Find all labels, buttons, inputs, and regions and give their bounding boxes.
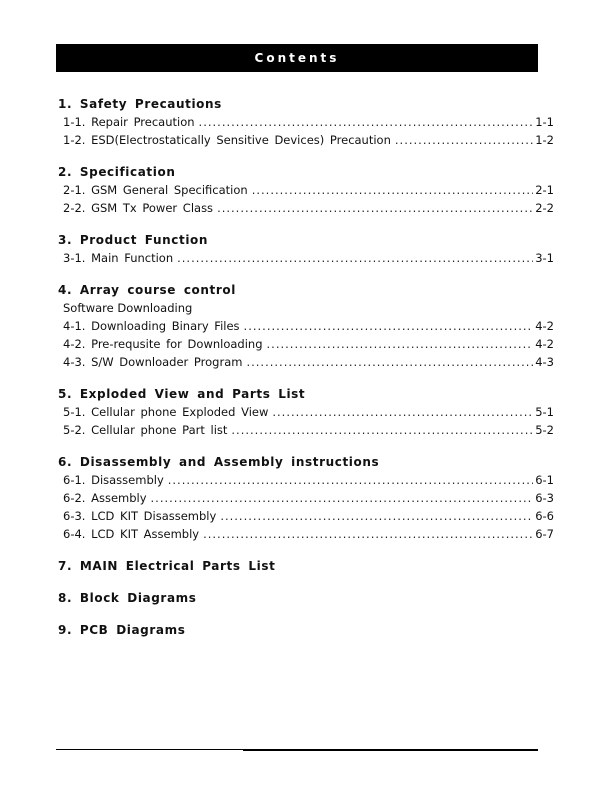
dot-leader bbox=[252, 181, 534, 199]
dot-leader bbox=[177, 249, 533, 267]
dot-leader bbox=[217, 199, 533, 217]
dot-leader bbox=[220, 507, 533, 525]
toc-entry[interactable] bbox=[58, 489, 554, 507]
toc-entry[interactable] bbox=[58, 471, 554, 489]
section-subtitle: Software Downloading bbox=[63, 301, 193, 315]
dot-leader bbox=[151, 489, 534, 507]
entry-label: 4-2. Pre-requsite for Downloading bbox=[63, 337, 263, 351]
toc-entry[interactable] bbox=[58, 403, 554, 421]
toc-section-1 bbox=[58, 95, 554, 149]
entry-page: 3-1 bbox=[535, 251, 554, 265]
toc-section-7 bbox=[58, 557, 554, 575]
section-title[interactable]: 7. MAIN Electrical Parts List bbox=[58, 559, 276, 573]
section-title[interactable]: 9. PCB Diagrams bbox=[58, 623, 186, 637]
toc-entry[interactable] bbox=[58, 181, 554, 199]
toc-entry[interactable] bbox=[58, 335, 554, 353]
dot-leader bbox=[267, 335, 534, 353]
entry-page: 6-7 bbox=[535, 527, 554, 541]
contents-header bbox=[56, 44, 538, 72]
dot-leader bbox=[272, 403, 533, 421]
dot-leader bbox=[203, 525, 533, 543]
entry-label: 5-1. Cellular phone Exploded View bbox=[63, 405, 269, 419]
entry-page: 2-2 bbox=[535, 201, 554, 215]
entry-label: 1-1. Repair Precaution bbox=[63, 115, 195, 129]
toc-entry[interactable] bbox=[58, 199, 554, 217]
section-title[interactable]: 3. Product Function bbox=[58, 233, 209, 247]
section-title[interactable]: 2. Specification bbox=[58, 165, 176, 179]
dot-leader bbox=[244, 317, 534, 335]
toc-section-9 bbox=[58, 621, 554, 639]
footer-divider-accent bbox=[243, 749, 538, 751]
entry-label: 4-1. Downloading Binary Files bbox=[63, 319, 240, 333]
toc-section-3 bbox=[58, 231, 554, 267]
entry-page: 6-1 bbox=[535, 473, 554, 487]
entry-page: 4-3 bbox=[535, 355, 554, 369]
entry-label: 2-1. GSM General Specification bbox=[63, 183, 248, 197]
dot-leader bbox=[168, 471, 533, 489]
section-title[interactable]: 5. Exploded View and Parts List bbox=[58, 387, 306, 401]
toc-entry[interactable] bbox=[58, 353, 554, 371]
entry-page: 6-3 bbox=[535, 491, 554, 505]
toc-entry[interactable] bbox=[58, 421, 554, 439]
entry-page: 1-2 bbox=[535, 133, 554, 147]
toc-entry[interactable] bbox=[58, 113, 554, 131]
dot-leader bbox=[199, 113, 534, 131]
toc-section-4 bbox=[58, 281, 554, 371]
entry-page: 5-2 bbox=[535, 423, 554, 437]
section-title[interactable]: 6. Disassembly and Assembly instructions bbox=[58, 455, 380, 469]
dot-leader bbox=[231, 421, 533, 439]
toc-entry[interactable] bbox=[58, 317, 554, 335]
entry-page: 5-1 bbox=[535, 405, 554, 419]
entry-label: 6-2. Assembly bbox=[63, 491, 147, 505]
entry-label: 1-2. ESD(Electrostatically Sensitive Devices) Precaution bbox=[63, 133, 391, 147]
entry-page: 1-1 bbox=[535, 115, 554, 129]
entry-page: 4-2 bbox=[535, 319, 554, 333]
entry-label: 6-4. LCD KIT Assembly bbox=[63, 527, 200, 541]
toc-section-5 bbox=[58, 385, 554, 439]
entry-page: 6-6 bbox=[535, 509, 554, 523]
section-title[interactable]: 4. Array course control bbox=[58, 283, 236, 297]
dot-leader bbox=[246, 353, 533, 371]
entry-label: 5-2. Cellular phone Part list bbox=[63, 423, 228, 437]
toc-section-2 bbox=[58, 163, 554, 217]
toc-entry[interactable] bbox=[58, 507, 554, 525]
table-of-contents bbox=[58, 95, 554, 653]
toc-section-8 bbox=[58, 589, 554, 607]
entry-label: 2-2. GSM Tx Power Class bbox=[63, 201, 214, 215]
toc-section-6 bbox=[58, 453, 554, 543]
contents-title: Contents bbox=[254, 51, 340, 65]
toc-entry[interactable] bbox=[58, 525, 554, 543]
entry-label: 6-1. Disassembly bbox=[63, 473, 164, 487]
section-title[interactable]: 8. Block Diagrams bbox=[58, 591, 197, 605]
entry-label: 6-3. LCD KIT Disassembly bbox=[63, 509, 217, 523]
entry-label: 4-3. S/W Downloader Program bbox=[63, 355, 243, 369]
entry-label: 3-1. Main Function bbox=[63, 251, 174, 265]
entry-page: 2-1 bbox=[535, 183, 554, 197]
toc-entry[interactable] bbox=[58, 131, 554, 149]
dot-leader bbox=[395, 131, 533, 149]
entry-page: 4-2 bbox=[535, 337, 554, 351]
toc-entry[interactable] bbox=[58, 249, 554, 267]
section-title[interactable]: 1. Safety Precautions bbox=[58, 97, 222, 111]
